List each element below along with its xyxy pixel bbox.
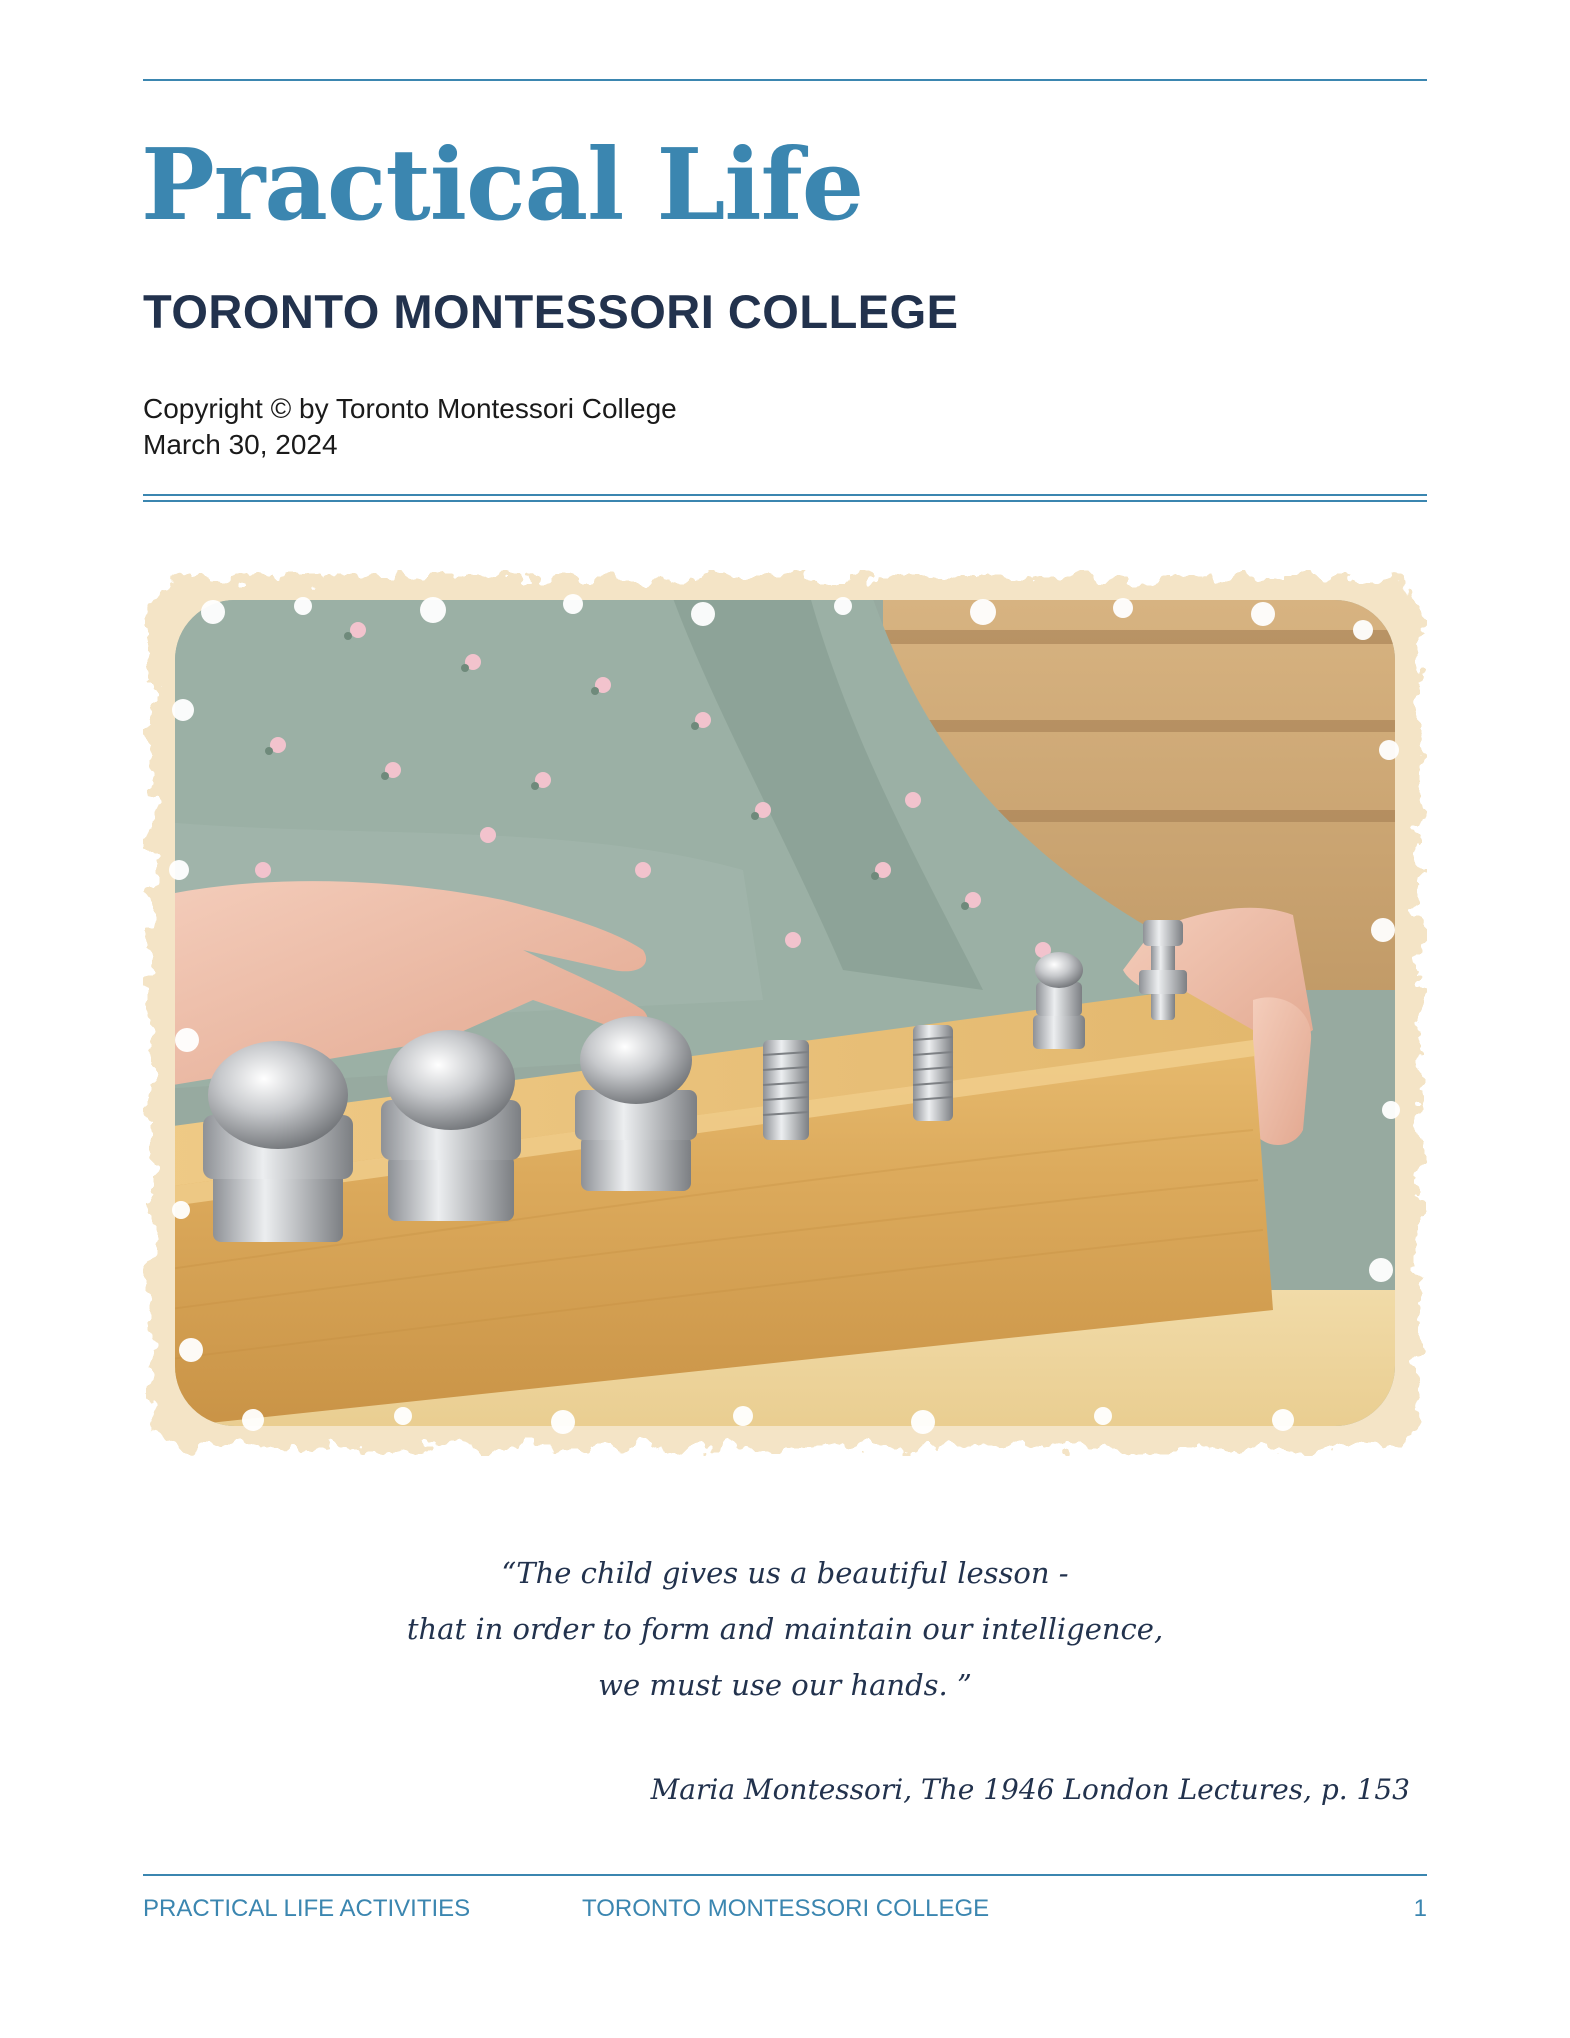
double-divider-bottom	[143, 500, 1427, 502]
footer-section-title: PRACTICAL LIFE ACTIVITIES	[143, 1895, 471, 1922]
publication-date: March 30, 2024	[143, 429, 338, 460]
quote-line: we must use our hands. ”	[598, 1668, 972, 1702]
footer-divider	[143, 1874, 1427, 1876]
footer-organization: TORONTO MONTESSORI COLLEGE	[582, 1895, 990, 1922]
cover-photo	[143, 570, 1427, 1456]
document-title: Practical Life	[141, 128, 864, 243]
page-number: 1	[1413, 1895, 1427, 1922]
quote-block	[143, 1545, 1427, 1713]
copyright-notice: Copyright © by Toronto Montessori College	[143, 393, 677, 424]
quote-attribution: Maria Montessori, The 1946 London Lectures, p. 153	[650, 1773, 1410, 1806]
quote-line: that in order to form and maintain our intelligence,	[406, 1612, 1164, 1646]
top-divider	[143, 79, 1427, 81]
document-subtitle: TORONTO MONTESSORI COLLEGE	[143, 285, 959, 338]
quote-line: “The child gives us a beautiful lesson -	[501, 1556, 1069, 1590]
double-divider-top	[143, 494, 1427, 496]
